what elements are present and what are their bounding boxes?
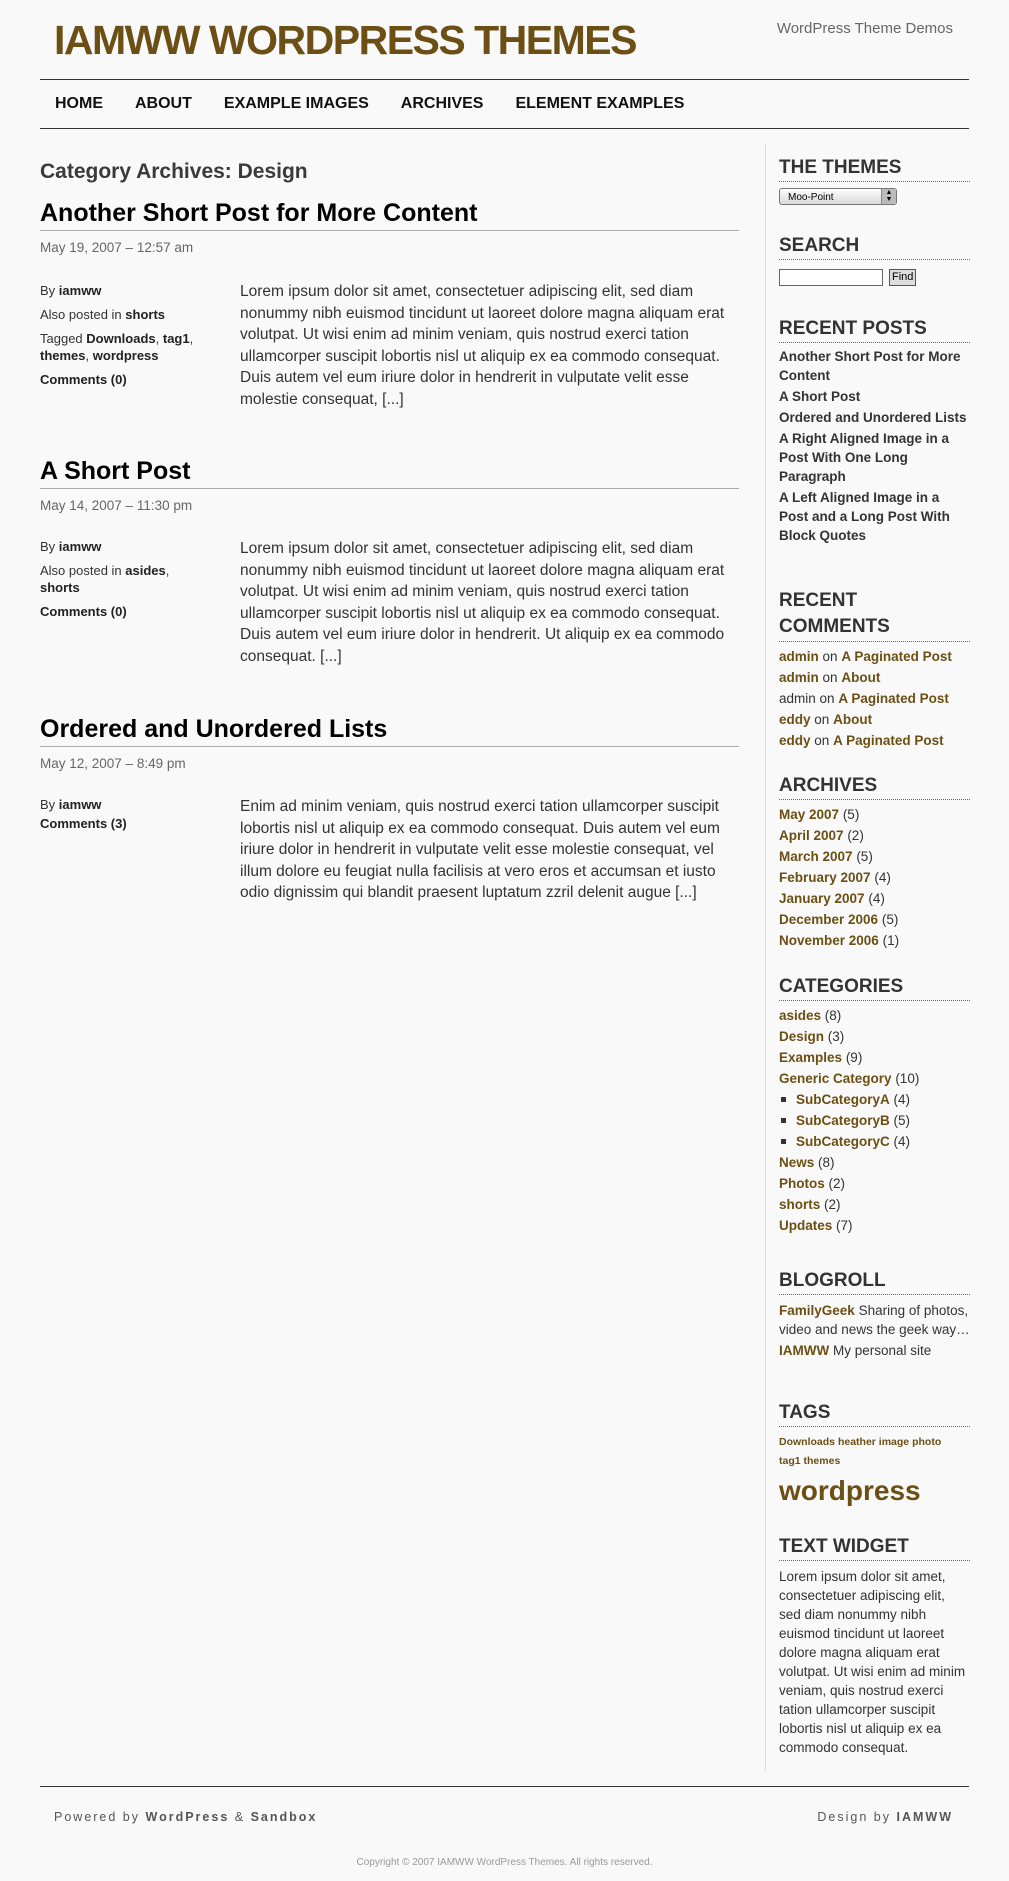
archive-item: January 2007 (4) (779, 891, 885, 906)
category-link[interactable]: News (779, 1155, 815, 1170)
comment-post-link[interactable]: About (841, 670, 881, 685)
tag-link[interactable]: image (878, 1436, 910, 1448)
post-meta: By iamww Also posted in asides, shorts Comments (0) (40, 539, 170, 619)
widget-heading: RECENT COMMENTS (779, 588, 970, 642)
post-title[interactable]: A Short Post (40, 456, 739, 489)
blogroll-link[interactable]: FamilyGeek (779, 1303, 855, 1318)
nav-about[interactable]: ABOUT (135, 95, 192, 112)
category-link[interactable]: shorts (125, 307, 166, 322)
recent-comment: admin on A Paginated Post (779, 649, 952, 664)
footer-design-credit: Design by IAMWW (817, 1810, 953, 1824)
category-link[interactable]: Photos (779, 1176, 825, 1191)
widget-tags (779, 1400, 970, 1509)
author-link[interactable]: iamww (58, 283, 102, 298)
archive-link[interactable]: March 2007 (779, 849, 853, 864)
archive-item: March 2007 (5) (779, 849, 873, 864)
post (40, 714, 739, 901)
widget-heading: BLOGROLL (779, 1268, 970, 1295)
author-link[interactable]: iamww (58, 539, 102, 554)
tag-link-wordpress[interactable]: wordpress (779, 1475, 921, 1506)
category-link[interactable]: shorts (40, 580, 80, 595)
comment-author-link[interactable]: eddy (779, 733, 811, 748)
category-item: Design (3) (779, 1029, 845, 1044)
comment-author-link[interactable]: admin (779, 670, 819, 685)
main-nav (40, 79, 969, 129)
widget-heading: THE THEMES (779, 155, 970, 182)
copyright: Copyright © 2007 IAMWW WordPress Themes. All rights reserved. (356, 1857, 653, 1868)
comments-link[interactable]: Comments (0) (40, 604, 127, 619)
text-widget-body: Lorem ipsum dolor sit amet, consectetuer adipiscing elit, sed diam nonummy nibh euismod tincidunt ut laoreet dolore magna aliquam erat volutpat. Ut wisi enim ad minim veniam, quis nostrud exerci tation ullamcorper suscipit lobortis nisl ut aliquip ex ea commodo consequat. (779, 1569, 966, 1755)
widget-recent-comments (779, 588, 970, 751)
blogroll-item: IAMWW My personal site (779, 1343, 932, 1358)
category-link[interactable]: asides (125, 563, 166, 578)
tag-link[interactable]: photo (912, 1436, 942, 1448)
recent-post-link[interactable]: Ordered and Unordered Lists (779, 410, 967, 425)
tag-link[interactable]: tag1 (779, 1455, 801, 1467)
tag-link[interactable]: tag1 (162, 331, 190, 346)
post-title[interactable]: Ordered and Unordered Lists (40, 714, 739, 747)
post-meta: By iamww Also posted in shorts Tagged Downloads, tag1, themes, wordpress Comments (0) (40, 283, 194, 387)
page-title: Category Archives: Design (40, 160, 308, 183)
category-link[interactable]: SubCategoryC (796, 1134, 890, 1149)
post-meta (40, 796, 230, 839)
category-item: Generic Category (10) (779, 1071, 920, 1086)
recent-comment: admin on About (779, 670, 881, 685)
recent-post-link[interactable]: A Short Post (779, 389, 861, 404)
subcategory-item: SubCategoryC (4) (779, 1131, 970, 1152)
site-tagline: WordPress Theme Demos (776, 20, 953, 37)
category-link[interactable]: SubCategoryB (796, 1113, 890, 1128)
archive-item: November 2006 (1) (779, 933, 900, 948)
post-excerpt: Enim ad minim veniam, quis nostrud exerci tation ullamcorper suscipit lobortis nisl ut aliquip ex ea commodo consequat. Duis autem vel eum iriure dolor in hendrerit in vulputate velit esse molestie consequat, vel illum dolore eu feugiat nulla facilisis at vero eros et accumsan et iusto odio dignissim qui blandit praesent luptatum zzril delenit augue [...] (240, 798, 720, 901)
archive-link[interactable]: May 2007 (779, 807, 840, 822)
post (40, 198, 739, 408)
nav-element-examples[interactable]: ELEMENT EXAMPLES (515, 95, 685, 112)
category-item: Photos (2) (779, 1176, 846, 1191)
post-date: May 14, 2007 – 11:30 pm (40, 498, 193, 513)
category-link[interactable]: Generic Category (779, 1071, 892, 1086)
comment-post-link[interactable]: About (833, 712, 873, 727)
comment-author-link[interactable]: admin (779, 649, 819, 664)
also-posted-label: Also posted in (40, 563, 122, 578)
category-item: Examples (9) (779, 1050, 863, 1065)
themes-select[interactable] (779, 188, 897, 205)
post-excerpt: Lorem ipsum dolor sit amet, consectetuer adipiscing elit, sed diam nonummy nibh euismod tincidunt ut laoreet dolore magna aliquam erat volutpat. Ut wisi enim ad minim veniam, quis nostrud exerci tation ullamcorper suscipit lobortis nisl ut aliquip ex ea commodo consequat. Duis autem vel eum iriure dolor in hendrerit in vulputate velit esse molestie consequat, [...] (240, 283, 725, 408)
author-link[interactable]: iamww (58, 797, 102, 812)
archive-link[interactable]: November 2006 (779, 933, 879, 948)
archive-item: April 2007 (2) (779, 828, 864, 843)
footer-divider (40, 1786, 969, 1787)
tag-cloud (779, 1433, 970, 1471)
category-link[interactable]: Examples (779, 1050, 843, 1065)
category-link[interactable]: Updates (779, 1218, 833, 1233)
tag-link[interactable]: themes (40, 348, 86, 363)
widget-heading: ARCHIVES (779, 773, 970, 800)
archive-link[interactable]: January 2007 (779, 891, 865, 906)
category-item: News (8) (779, 1155, 835, 1170)
comments-link[interactable]: Comments (3) (40, 816, 127, 831)
comment-author: admin (779, 691, 816, 706)
widget-text (779, 1534, 970, 1757)
widget-heading: CATEGORIES (779, 974, 970, 1001)
category-item: asides (8) (779, 1008, 842, 1023)
nav-example-images[interactable]: EXAMPLE IMAGES (223, 95, 369, 112)
comment-author-link[interactable]: eddy (779, 712, 811, 727)
archive-link[interactable]: February 2007 (779, 870, 871, 885)
by-label: By (40, 797, 56, 812)
comment-post-link[interactable]: A Paginated Post (833, 733, 944, 748)
tag-link[interactable]: Downloads (779, 1436, 836, 1448)
recent-comment: eddy on A Paginated Post (779, 733, 944, 748)
widget-heading: SEARCH (779, 233, 970, 260)
search-input[interactable] (779, 269, 883, 286)
tag-link[interactable]: heather (837, 1436, 876, 1448)
recent-comment: admin on A Paginated Post (779, 691, 949, 706)
sidebar-divider (765, 144, 766, 1771)
blogroll-link[interactable]: IAMWW (779, 1343, 830, 1358)
nav-home[interactable]: HOME (55, 95, 103, 112)
wordpress-link[interactable]: WordPress (145, 1810, 230, 1824)
category-link[interactable]: shorts (779, 1197, 821, 1212)
tag-link[interactable]: wordpress (92, 348, 159, 363)
category-item: Updates (7) (779, 1218, 853, 1233)
subcategory-item: SubCategoryB (5) (779, 1110, 970, 1131)
widget-search (779, 233, 970, 286)
category-item: shorts (2) (779, 1197, 841, 1212)
category-link[interactable]: asides (779, 1008, 822, 1023)
comments-link[interactable]: Comments (0) (40, 372, 127, 387)
post-date: May 12, 2007 – 8:49 pm (40, 756, 186, 771)
comment-post-link[interactable]: A Paginated Post (841, 649, 952, 664)
archive-link[interactable]: April 2007 (779, 828, 844, 843)
post-excerpt: Lorem ipsum dolor sit amet, consectetuer adipiscing elit, sed diam nonummy nibh euismod tincidunt ut laoreet dolore magna aliquam erat volutpat. Ut wisi enim ad minim veniam, quis nostrud exerci tation ullamcorper suscipit lobortis nisl ut aliquip ex ea commodo consequat. Duis autem vel eum iriure dolor in hendrerit. Ut aliquip ex ea commodo consequat. [...] (240, 540, 725, 665)
archive-item: May 2007 (5) (779, 807, 860, 822)
archive-item: December 2006 (5) (779, 912, 899, 927)
category-link[interactable]: Design (779, 1029, 825, 1044)
widget-heading: RECENT POSTS (779, 316, 970, 343)
blogroll-item: FamilyGeek Sharing of photos, video and news the geek way… (779, 1303, 970, 1337)
tagged-label: Tagged (40, 331, 83, 346)
widget-recent-posts (779, 316, 970, 547)
post (40, 456, 739, 665)
recent-post-link[interactable]: A Left Aligned Image in a Post and a Long Post With Block Quotes (779, 490, 950, 543)
by-label: By (40, 283, 56, 298)
widget-themes (779, 155, 970, 205)
recent-comment: eddy on About (779, 712, 873, 727)
nav-archives[interactable]: ARCHIVES (400, 95, 484, 112)
category-link[interactable]: SubCategoryA (796, 1092, 890, 1107)
archive-item: February 2007 (4) (779, 870, 891, 885)
widget-categories (779, 974, 970, 1236)
footer-credits: Powered by WordPress & Sandbox (54, 1810, 318, 1824)
select-arrows-icon: ▲ ▼ (881, 189, 896, 204)
tag-link[interactable]: themes (803, 1455, 841, 1467)
post-date: May 19, 2007 – 12:57 am (40, 240, 194, 255)
widget-archives (779, 773, 970, 951)
site-title[interactable]: IAMWW WORDPRESS THEMES (54, 17, 636, 63)
tag-link[interactable]: Downloads (86, 331, 156, 346)
subcategory-item: SubCategoryA (4) (779, 1089, 970, 1110)
post-title[interactable]: Another Short Post for More Content (40, 198, 739, 231)
by-label: By (40, 539, 56, 554)
sandbox-link[interactable]: Sandbox (250, 1810, 318, 1824)
comment-post-link[interactable]: A Paginated Post (838, 691, 949, 706)
search-button[interactable]: Find (889, 269, 916, 286)
also-posted-label: Also posted in (40, 307, 122, 322)
themes-select-value: Moo-Point (788, 192, 834, 203)
recent-post-link[interactable]: Another Short Post for More Content (779, 349, 961, 383)
archive-link[interactable]: December 2006 (779, 912, 879, 927)
iamww-link[interactable]: IAMWW (896, 1810, 953, 1824)
recent-post-link[interactable]: A Right Aligned Image in a Post With One Long Paragraph (779, 431, 950, 484)
widget-blogroll (779, 1268, 970, 1360)
widget-heading: TAGS (779, 1400, 970, 1427)
widget-heading: TEXT WIDGET (779, 1534, 970, 1561)
